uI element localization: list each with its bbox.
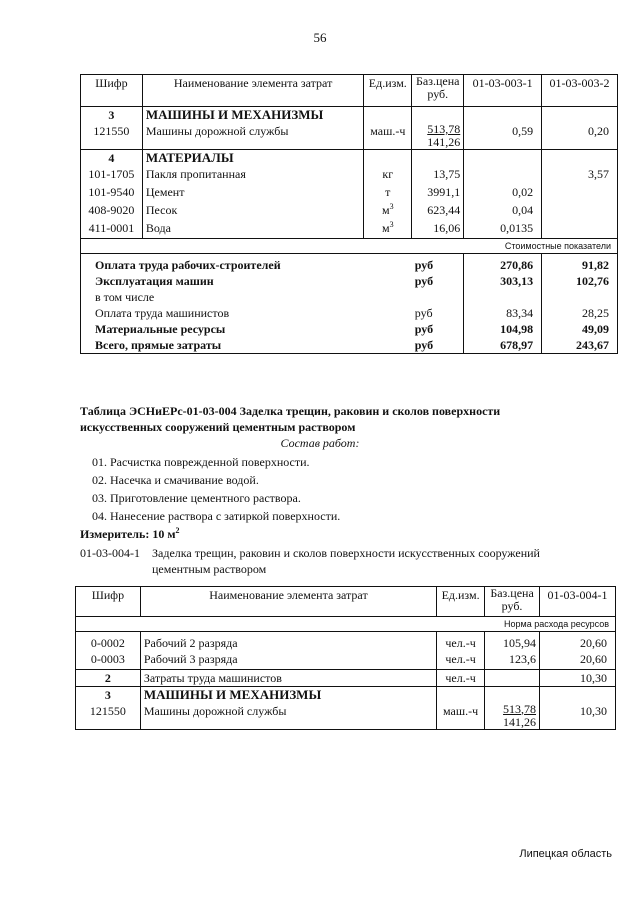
resource-price: 513,78 141,26 (412, 123, 464, 150)
value-col1 (464, 166, 542, 184)
resource-price: 16,06 (412, 220, 464, 238)
section-number: 3 (81, 107, 143, 124)
resource-table-2 (75, 586, 616, 730)
resource-unit: чел.-ч (437, 669, 485, 686)
section-number: 4 (81, 150, 143, 167)
resource-name: Машины дорожной службы (145, 124, 289, 138)
header-unit: Ед.изм. (364, 75, 412, 107)
resource-name: Затраты труда машинистов (143, 670, 282, 685)
resource-unit: маш.-ч (364, 123, 412, 150)
cost-value-col2: 28,25 (542, 305, 618, 321)
page-number: 56 (313, 30, 327, 45)
cost-row-label: Оплата труда машинистов (81, 305, 412, 321)
resource-unit: $м^3$ (364, 202, 412, 220)
resource-name: Рабочий 2 разряда (143, 636, 238, 650)
resource-name: Песок (145, 203, 178, 217)
resource-name: Пакля пропитанная (145, 167, 246, 181)
section-number: 2 (76, 669, 141, 686)
cost-value-col2: 49,09 (542, 321, 618, 337)
section-number: 3 (76, 686, 141, 703)
meter-label: Измеритель: 10 $м^2$ (80, 526, 180, 541)
cost-row-unit: руб (414, 305, 433, 320)
resource-code: 101-9540 (81, 184, 143, 202)
cost-row-unit: руб (414, 273, 434, 288)
resource-code: 121550 (76, 703, 141, 730)
table-title: Таблица ЭСНиЕРс-01-03-004 Заделка трещин, раковин и сколов поверхности искусственных сооружений цементным раствором (80, 404, 501, 434)
value-col1: 20,60 (540, 651, 616, 669)
value-col2 (542, 202, 618, 220)
cost-row-label: Оплата труда рабочих-строителей (81, 253, 412, 273)
header-code: Шифр (76, 587, 141, 617)
header-col-003-2: 01-03-003-2 (542, 75, 618, 107)
resource-price: 13,75 (412, 166, 464, 184)
section-title: МАТЕРИАЛЫ (145, 150, 234, 165)
cost-row-label: Эксплуатация машин (81, 273, 412, 289)
section-title: МАШИНЫ И МЕХАНИЗМЫ (145, 107, 324, 122)
resource-code: 0-0002 (76, 632, 141, 652)
resource-price: 3991,1 (412, 184, 464, 202)
resource-unit: кг (364, 166, 412, 184)
work-item: 01. Расчистка поврежденной поверхности. (92, 455, 310, 469)
cost-row-label: Материальные ресурсы (81, 321, 412, 337)
cost-row-unit: руб (414, 337, 434, 352)
resource-price: 623,44 (412, 202, 464, 220)
value-col2 (542, 184, 618, 202)
header-col-003-1: 01-03-003-1 (464, 75, 542, 107)
resource-table-1 (80, 74, 618, 354)
cost-value-col1: 678,97 (464, 337, 542, 354)
value-col1: 10,30 (540, 703, 616, 730)
section-title: МАШИНЫ И МЕХАНИЗМЫ (143, 686, 322, 702)
cost-value-col1 (464, 289, 542, 305)
footer-region: Липецкая область (519, 848, 612, 860)
value-col1: 20,60 (540, 632, 616, 652)
resource-code: 411-0001 (81, 220, 143, 238)
cost-row-label: Всего, прямые затраты (81, 337, 412, 354)
work-item: 03. Приготовление цементного раствора. (92, 491, 301, 505)
header-code: Шифр (81, 75, 143, 107)
resource-unit: чел.-ч (437, 651, 485, 669)
cost-section-header: Стоимостные показатели (81, 238, 618, 253)
cost-value-col1: 104,98 (464, 321, 542, 337)
value-col2 (542, 220, 618, 238)
cost-value-col2: 91,82 (542, 253, 618, 273)
resource-name: Машины дорожной службы (143, 703, 287, 718)
value-col2: 3,57 (542, 166, 618, 184)
value-col2: 0,20 (542, 123, 618, 150)
value-col1: 0,0135 (464, 220, 542, 238)
cost-row-unit: руб (414, 257, 434, 272)
cost-value-col2: 102,76 (542, 273, 618, 289)
work-item: 02. Насечка и смачивание водой. (92, 473, 259, 487)
resource-code: 0-0003 (76, 651, 141, 669)
cost-value-col1: 270,86 (464, 253, 542, 273)
resource-unit: чел.-ч (437, 632, 485, 652)
resource-name: Цемент (145, 185, 185, 199)
norm-section-header: Норма расхода ресурсов (76, 617, 616, 632)
resource-unit: $м^3$ (364, 220, 412, 238)
resource-price: 105,94 (485, 632, 540, 652)
cost-value-col2: 243,67 (542, 337, 618, 354)
cost-row-label: в том числе (81, 289, 412, 305)
header-name: Наименование элемента затрат (142, 75, 363, 107)
rate-description-text: Заделка трещин, раковин и сколов поверхности искусственных сооружений цементным раствором (152, 546, 540, 576)
value-col1: 10,30 (540, 669, 616, 686)
header-unit: Ед.изм. (437, 587, 485, 617)
header-name: Наименование элемента затрат (140, 587, 436, 617)
value-col1: 0,59 (464, 123, 542, 150)
header-col-004-1: 01-03-004-1 (540, 587, 616, 617)
resource-price: 123,6 (485, 651, 540, 669)
resource-unit: маш.-ч (437, 703, 485, 730)
composition-label: Состав работ: (280, 436, 360, 450)
header-base-price: Баз.цена руб. (412, 75, 464, 107)
cost-value-col2 (542, 289, 618, 305)
resource-price: 513,78 141,26 (485, 703, 540, 730)
value-col1: 0,02 (464, 184, 542, 202)
resource-code: 101-1705 (81, 166, 143, 184)
resource-name: Вода (145, 221, 171, 235)
work-item: 04. Нанесение раствора с затиркой поверхности. (92, 509, 341, 523)
rate-description (80, 545, 600, 577)
cost-value-col1: 83,34 (464, 305, 542, 321)
cost-row-unit: руб (414, 321, 434, 336)
value-col1: 0,04 (464, 202, 542, 220)
cost-row-unit (412, 289, 464, 305)
cost-value-col1: 303,13 (464, 273, 542, 289)
resource-name: Рабочий 3 разряда (143, 652, 238, 666)
resource-code: 121550 (81, 123, 143, 150)
resource-code: 408-9020 (81, 202, 143, 220)
header-base-price: Баз.цена руб. (485, 587, 540, 617)
rate-code: 01-03-004-1 (80, 546, 140, 560)
resource-unit: т (364, 184, 412, 202)
